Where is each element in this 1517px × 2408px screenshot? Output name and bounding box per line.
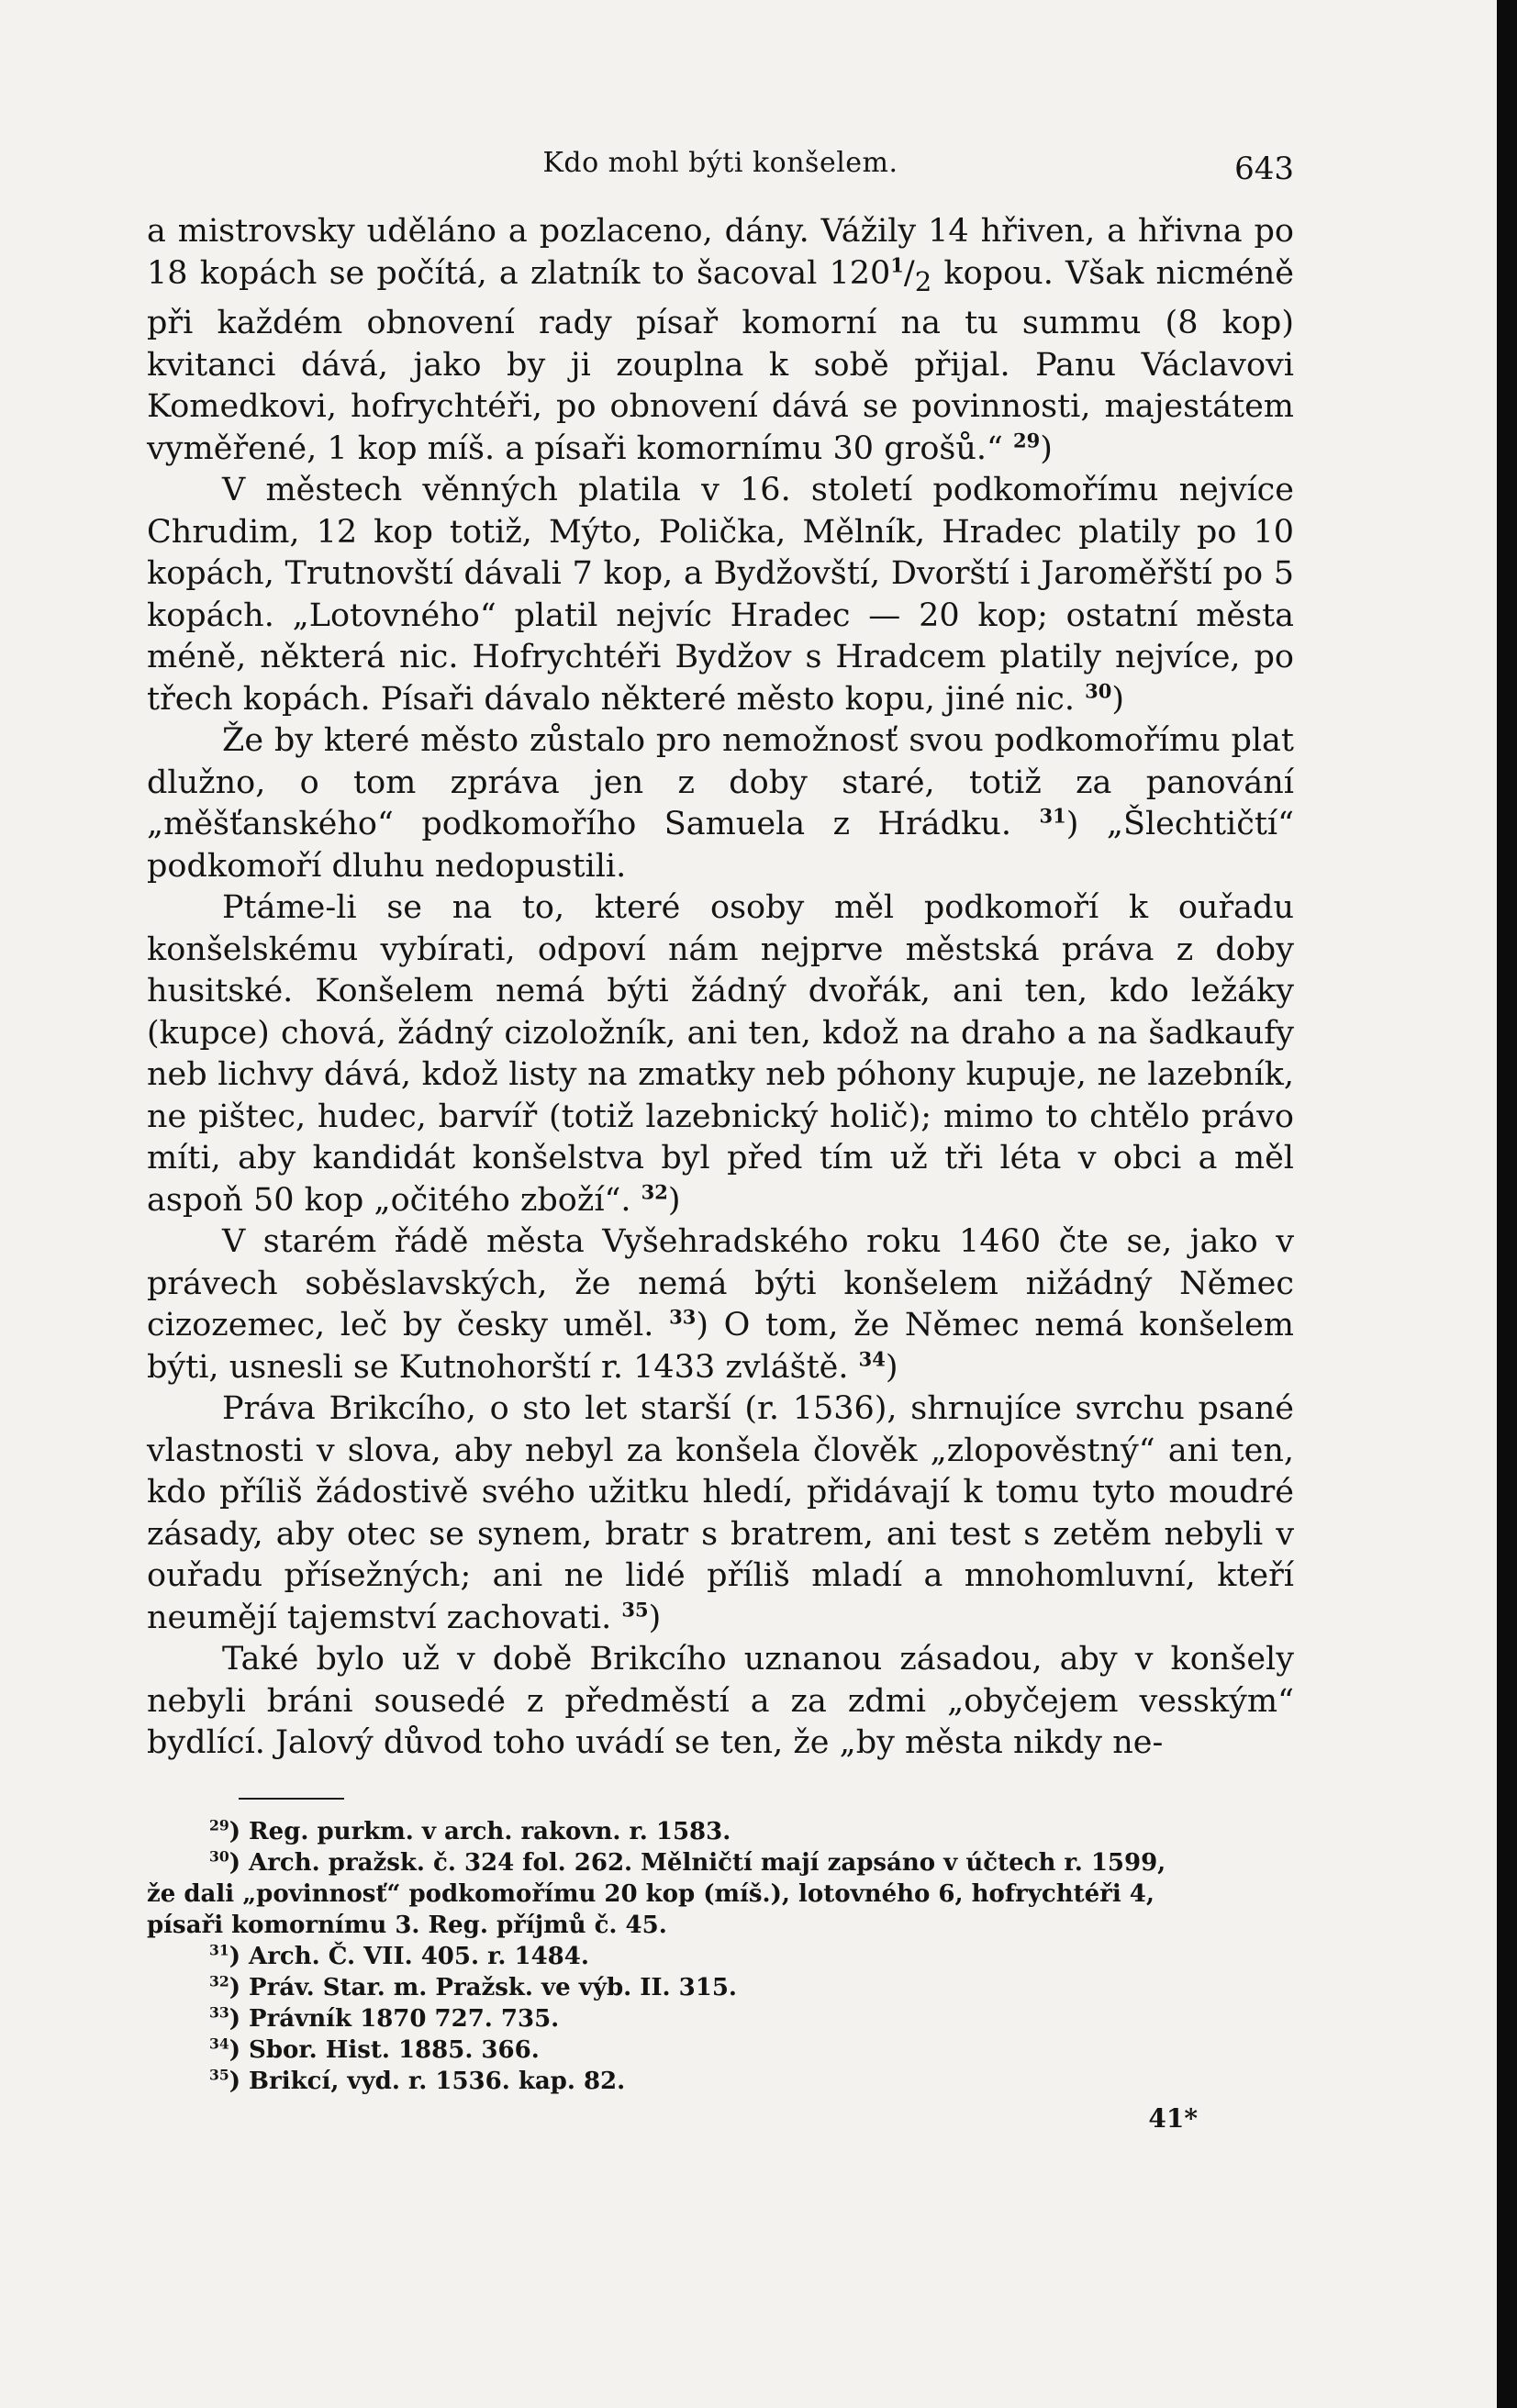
footnote — [147, 1910, 1294, 1941]
footnote-text: ) Sbor. Hist. 1885. 366. — [229, 2035, 540, 2064]
footnote-text: písaři komornímu 3. Reg. příjmů č. 45. — [147, 1911, 667, 1939]
text-run: ) — [667, 1181, 681, 1219]
text-run: ) — [1040, 429, 1053, 467]
paragraph — [147, 1388, 1294, 1639]
footnote-ref: 35 — [621, 1597, 649, 1621]
scan-edge — [1497, 0, 1517, 2408]
fraction-denominator: 2 — [914, 265, 932, 297]
paragraph — [147, 211, 1294, 470]
text-run: Práva Brikcího, o sto let starší (r. 1536), shrnujíce svrchu psané vlastnosti v slova, aby nebyl za konšela člověk „zlopověstný“ ani ten, kdo příliš žádostivě svého užitku hledí, přidávají k tomu tyto moudré zásady, aby otec se synem, bratr s bratrem, ani test s zetěm nebyli v ouřadu přísežných; ani ne lidé příliš mladí a mnohomluvní, kteří neumějí tajemství zachovati. — [147, 1390, 1294, 1636]
footnote — [147, 1847, 1294, 1878]
footnote-number: 34 — [209, 2035, 229, 2053]
text-run: ) — [648, 1599, 662, 1636]
running-head: Kdo mohl býti konšelem. — [542, 147, 898, 179]
footnote — [147, 2003, 1294, 2035]
footnote-text: ) Arch. pražsk. č. 324 fol. 262. Mělničtí mají zapsáno v účtech r. 1599, — [229, 1848, 1166, 1877]
footnote-ref: 34 — [858, 1346, 886, 1370]
footnote-text: ) Právník 1870 727. 735. — [229, 2004, 560, 2033]
text-run: kopou. Však nicméně při každém obnovení rady písař komorní na tu summu (8 kop) kvitanci dává, jako by ji zouplna k sobě přijal. Panu Václavovi Komedkovi, hofrychtéři, po obnovení dává se povinnosti, majestátem vyměřené, 1 kop míš. a písaři komornímu 30 grošů.“ — [147, 254, 1294, 467]
text-run: ) — [1111, 680, 1124, 718]
footnote-ref: 31 — [1039, 804, 1066, 828]
footnote — [147, 1816, 1294, 1847]
footnote-text: ) Brikcí, vyd. r. 1536. kap. 82. — [229, 2067, 626, 2095]
footnote-text: ) Reg. purkm. v arch. rakovn. r. 1583. — [229, 1817, 731, 1845]
footnote-ref: 30 — [1085, 678, 1112, 702]
paragraph — [147, 1221, 1294, 1388]
paragraph — [147, 887, 1294, 1221]
footnote-rule — [239, 1798, 344, 1800]
footnote-text: že dali „povinnosť“ podkomořímu 20 kop (míš.), lotovného 6, hofrychtéři 4, — [147, 1879, 1154, 1908]
text-run: Ptáme-li se na to, které osoby měl podkomoří k ouřadu konšelskému vybírati, odpoví nám nejprve městská práva z doby husitské. Konšelem nemá býti žádný dvořák, ani ten, kdo ležáky (kupce) chová, žádný cizoložník, ani ten, kdož na draho a na šadkaufy neb lichvy dává, kdož listy na zmatky neb póhony kupuje, ne lazebník, ne pištec, hudec, barvíř (totiž lazebnický holič); mimo to chtělo právo míti, aby kandidát konšelstva byl před tím už tři léta v obci a měl aspoň 50 kop „očitého zboží“. — [147, 889, 1294, 1219]
footnote-number: 30 — [209, 1847, 229, 1866]
paragraph — [147, 720, 1294, 887]
footnote-text: ) Práv. Star. m. Pražsk. ve výb. II. 315. — [229, 1973, 737, 2001]
footnote — [147, 1972, 1294, 2003]
footnote-ref: 29 — [1013, 428, 1041, 452]
text-run: ) — [885, 1348, 898, 1386]
footnote-number: 33 — [209, 2003, 229, 2022]
footnote-number: 29 — [209, 1816, 229, 1834]
sheet-signature: 41* — [1148, 2102, 1198, 2134]
footnote — [147, 2035, 1294, 2066]
paragraph — [147, 470, 1294, 720]
text-run: V starém řádě města Vyšehradského roku 1460 čte se, jako v právech soběslavských, že nemá býti konšelem nižádný Němec cizozemec, leč by česky uměl. — [147, 1223, 1294, 1343]
page-header — [147, 147, 1294, 211]
footnote-ref: 1 — [890, 252, 904, 276]
footnote-text: ) Arch. Č. VII. 405. r. 1484. — [229, 1942, 589, 1970]
text-run: V městech věnných platila v 16. století podkomořímu nejvíce Chrudim, 12 kop totiž, Mýto, Polička, Mělník, Hradec platily po 10 kopách, Trutnovští dávali 7 kop, a Bydžovští, Dvorští i Jaroměřští po 5 kopách. „Lotovného“ platil nejvíc Hradec — 20 kop; ostatní města méně, některá nic. Hofrychtéři Bydžov s Hradcem platily nejvíce, po třech kopách. Písaři dávalo některé město kopu, jiné nic. — [147, 472, 1294, 718]
footnote — [147, 1941, 1294, 1972]
text-run: Také bylo už v době Brikcího uznanou zásadou, aby v konšely nebyli bráni sousedé z předměstí a za zdmi „obyčejem vesským“ bydlící. Jalový důvod toho uvádí se ten, že „by města nikdy ne- — [147, 1641, 1294, 1761]
text-run: / — [903, 254, 915, 292]
footnotes — [147, 1816, 1294, 2097]
text-run: ) „Šlechtičtí“ podkomoří dluhu nedopustili. — [147, 806, 1295, 885]
text-run: ) O tom, že Němec nemá konšelem býti, usnesli se Kutnohorští r. 1433 zvláště. — [147, 1307, 1294, 1386]
footnote-ref: 32 — [641, 1179, 668, 1203]
text-run: Že by které město zůstalo pro nemožnosť svou podkomořímu plat dlužno, o tom zpráva jen z doby staré, totiž za panování „měšťanského“ podkomořího Samuela z Hrádku. — [147, 722, 1294, 842]
paragraph — [147, 1639, 1294, 1765]
footnote-number: 35 — [209, 2066, 229, 2084]
footnotes-block — [147, 1816, 1294, 2134]
footnote-number: 31 — [209, 1941, 229, 1959]
footnote — [147, 1878, 1294, 1910]
footnote — [147, 2066, 1294, 2097]
footnote-number: 32 — [209, 1972, 229, 1990]
footnote-ref: 33 — [669, 1305, 697, 1329]
page — [147, 147, 1294, 2134]
text-run: a mistrovsky uděláno a pozlaceno, dány. Vážily 14 hřiven, a hřivna po 18 kopách se počítá, a zlatník to šacoval 120 — [147, 213, 1294, 292]
page-number: 643 — [1234, 150, 1294, 187]
body-text — [147, 211, 1294, 1765]
